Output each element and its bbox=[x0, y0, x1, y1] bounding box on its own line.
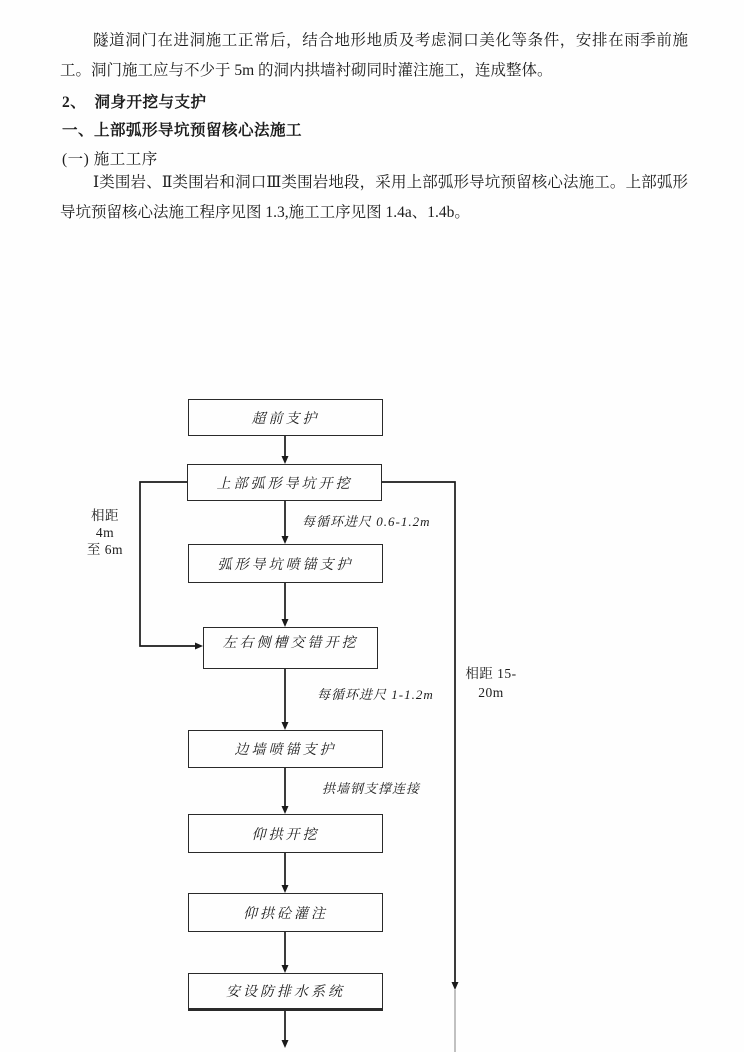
label-cycle-advance-2: 每循环进尺 1-1.2m bbox=[317, 687, 434, 702]
label-spacing-left bbox=[80, 507, 130, 558]
heading-upper-arc-method: 一、上部弧形导坑预留核心法施工 bbox=[62, 122, 303, 139]
node-upper-arc-pilot-excavation: 上部弧形导坑开挖 bbox=[187, 464, 382, 501]
paragraph-rock-class-method: Ⅰ类围岩、Ⅱ类围岩和洞口Ⅲ类围岩地段，采用上部弧形导坑预留核心法施工。上部弧形导坑预留核心法施工程序见图 1.3,施工工序见图 1.4a、1.4b。 bbox=[60, 174, 688, 221]
label-spacing-right-line1: 相距 15- bbox=[465, 666, 517, 681]
node-advance-support: 超前支护 bbox=[188, 399, 383, 436]
label-steel-support-connection: 拱墙钢支撑连接 bbox=[322, 781, 421, 796]
node-sidewall-shotcrete-anchor-support: 边墙喷锚支护 bbox=[188, 730, 383, 768]
heading-tunnel-excavation-support: 2、 洞身开挖与支护 bbox=[62, 94, 207, 111]
node-staggered-side-trench-excavation: 左右侧槽交错开挖 bbox=[203, 627, 378, 669]
connector-right-branch bbox=[382, 482, 455, 983]
label-spacing-right-line2: 20m bbox=[478, 685, 504, 700]
node-arc-pilot-shotcrete-anchor-support: 弧形导坑喷锚支护 bbox=[188, 544, 383, 583]
label-spacing-right bbox=[461, 664, 521, 702]
paragraph-portal-construction: 隧道洞门在进洞施工正常后，结合地形地质及考虑洞口美化等条件，安排在雨季前施工。洞门施工应与不少于 5m 的洞内拱墙衬砌同时灌注施工，连成整体。 bbox=[60, 32, 688, 79]
label-spacing-left-line3: 至 6m bbox=[86, 542, 124, 557]
heading-construction-procedure: (一) 施工工序 bbox=[62, 151, 158, 168]
node-install-drainage-system: 安设防排水系统 bbox=[188, 973, 383, 1011]
connector-left-loop bbox=[140, 482, 196, 646]
label-spacing-left-line1: 相距 bbox=[91, 508, 119, 523]
node-invert-excavation: 仰拱开挖 bbox=[188, 814, 383, 853]
label-cycle-advance-1: 每循环进尺 0.6-1.2m bbox=[302, 514, 431, 529]
label-spacing-left-line2: 4m bbox=[95, 525, 115, 540]
node-invert-concrete-pouring: 仰拱砼灌注 bbox=[188, 893, 383, 932]
